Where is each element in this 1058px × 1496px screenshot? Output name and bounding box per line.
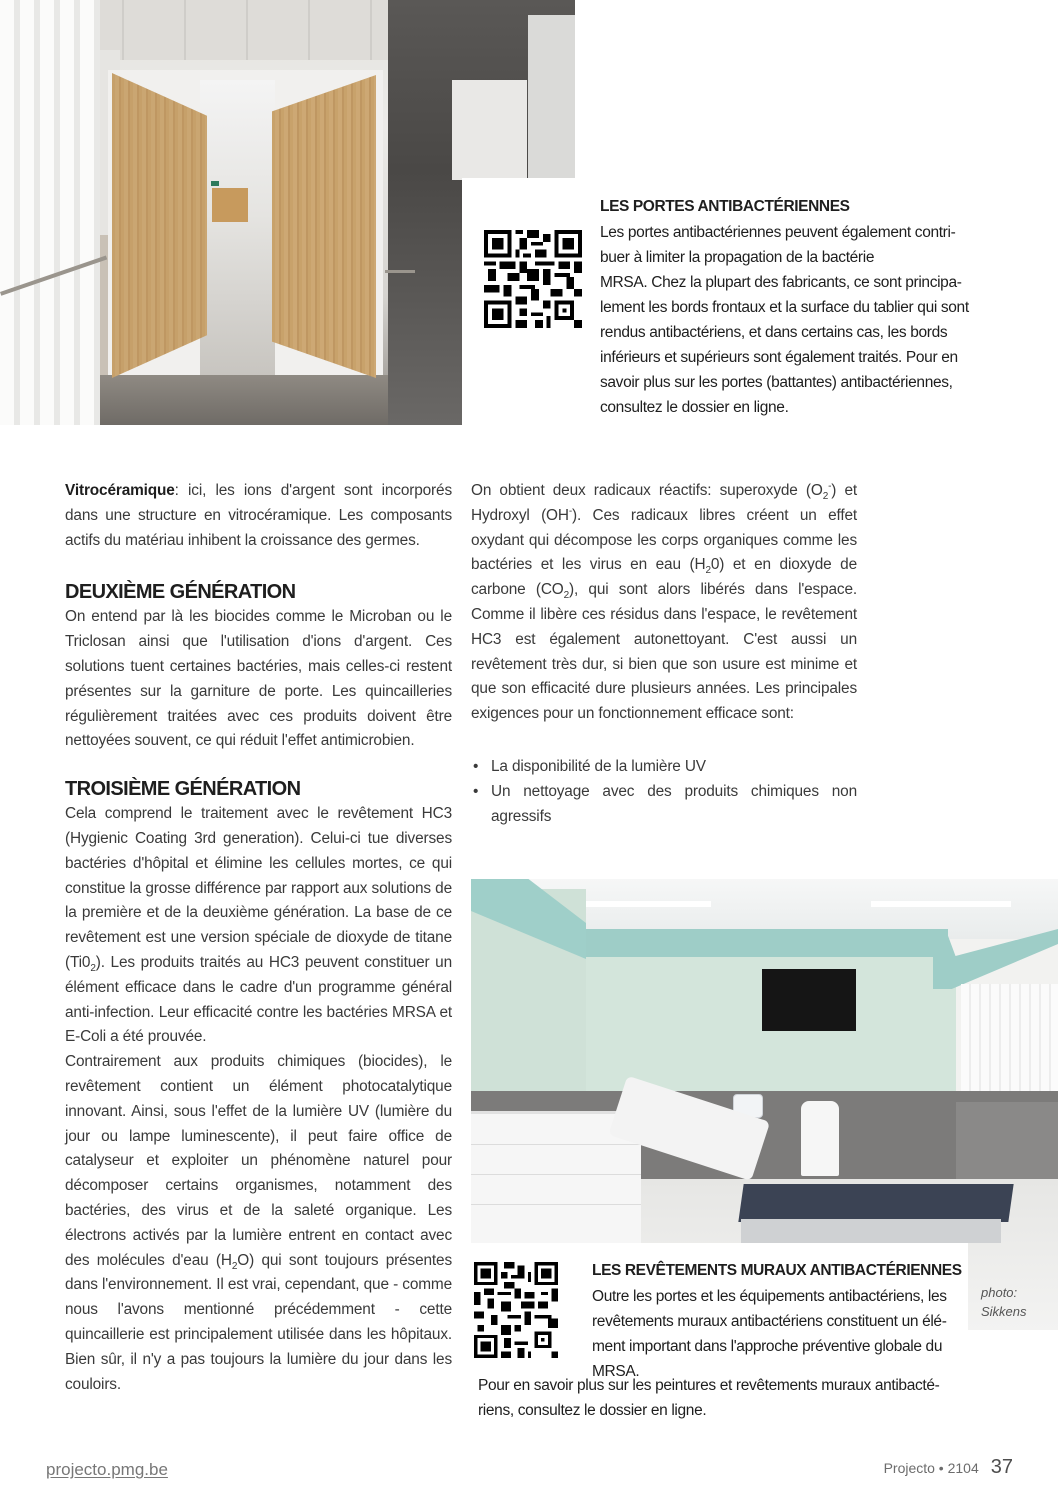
photo-operating-table xyxy=(738,1184,1013,1222)
list-item: • Un nettoyage avec des produits chimiques non agressifs xyxy=(471,780,857,830)
photo-drawer-line xyxy=(471,1144,641,1145)
photo-table-frame xyxy=(741,1219,1001,1243)
website-link[interactable]: projecto.pmg.be xyxy=(46,1460,168,1479)
photo-ceiling-light xyxy=(571,901,711,907)
box-line: Les portes antibactériennes peuvent également contri- xyxy=(600,224,956,241)
photo-tv-screen xyxy=(762,969,856,1031)
photo-door-left xyxy=(112,73,207,378)
paragraph-hc3: Cela comprend le traitement avec le revêtement HC3 (Hygienic Coating 3rd generation). Celui-ci tue diverses bactéries d'hôpital et élimine les cellules mortes, ce qui constitue la grosse différence par rapport aux solutions de la première et de la deuxième génération. La base de ce revêtement est une version spéciale de dioxyde de titane $(Ti0_2)$. Les produits traités au HC3 peuvent constituer un élément efficace dans le cadre d'un programme général anti-infection. Leur efficacité contre les bactéries MRSA et E-Coli a été prouvée. xyxy=(65,805,452,1046)
box-line: revêtements muraux antibactériens constituent un élé- xyxy=(592,1313,947,1330)
article-column-middle xyxy=(471,479,857,829)
photo-door-right xyxy=(272,75,376,378)
qr-code-icon[interactable] xyxy=(484,230,582,328)
qr-code-icon[interactable] xyxy=(474,1262,558,1358)
page-number: 37 xyxy=(990,1456,1013,1478)
photo-teal-band xyxy=(586,929,948,957)
heading-deuxieme-generation: DEUXIÈME GÉNÉRATION xyxy=(65,581,296,604)
box-line: MRSA. xyxy=(592,1363,640,1380)
photo-chair xyxy=(801,1101,839,1176)
page-footer xyxy=(884,1456,1013,1479)
requirements-list xyxy=(471,755,857,829)
article-column-left xyxy=(65,479,452,1397)
photo-drawer-line xyxy=(471,1204,641,1205)
intro-paragraph: Vitrocéramique: ici, les ions d'argent sont incorporés dans une structure en vitrocéramique. Les composants actifs du matériau inhibent la croissance des germes. xyxy=(65,482,452,549)
photo-column xyxy=(528,15,575,180)
box-title: LES REVÊTEMENTS MURAUX ANTIBACTÉRIENNES xyxy=(592,1262,962,1279)
box-line: savoir plus sur les portes (battantes) antibactériennes, xyxy=(600,374,953,391)
photo-ceiling-light xyxy=(871,901,1011,907)
photo-grey-wall xyxy=(956,1102,1058,1189)
photo-curtain xyxy=(0,0,100,425)
info-box-antibacterial-doors xyxy=(462,178,1058,428)
photo-opening xyxy=(452,80,527,180)
photo-floor xyxy=(60,375,420,425)
paragraph-radicals: On obtient deux radicaux réactifs: superoxyde $(O_2^-)$ et Hydroxyl (OH-). Ces radicaux libres créent un effet oxydant qui décompose les corps organiques comme les bactéries et les virus en eau $(H_20)$ et en dioxyde de carbone $(CO_2)$, qui sont alors libérés dans l'espace. Comme il libère ces résidus dans l'espace, le revêtement HC3 est également autonettoyant. C'est aussi un revêtement très dur, si bien que son usure est minime et que son efficacité dure plusieurs années. Les principales exigences pour un fonctionnement efficace sont: xyxy=(471,480,857,723)
box-line: rendus antibactériens, et dans certains cas, les bords xyxy=(600,324,948,341)
box-body xyxy=(600,220,1000,420)
photo-end-door xyxy=(212,188,248,222)
heading-troisieme-generation: TROISIÈME GÉNÉRATION xyxy=(65,778,301,801)
photo-exit-sign xyxy=(211,181,219,186)
box-line: buer à limiter la propagation de la bactérie xyxy=(600,249,875,266)
box-line: Outre les portes et les équipements antibactériens, les xyxy=(592,1288,947,1305)
magazine-issue: Projecto • 2104 xyxy=(883,1460,979,1476)
box-line: MRSA. Chez la plupart des fabricants, ce sont principa- xyxy=(600,274,962,291)
photo-drawer-line xyxy=(471,1174,641,1175)
box-line: ment important dans l'approche préventive globale du xyxy=(592,1338,943,1355)
box-title: LES PORTES ANTIBACTÉRIENNES xyxy=(600,198,850,215)
box-line: lement les bords frontaux et la surface du tablier qui sont xyxy=(600,299,969,316)
box-line: Pour en savoir plus sur les peintures et revêtements muraux antibacté- xyxy=(478,1377,940,1394)
qr-code-icon xyxy=(474,1262,558,1358)
photo-corridor xyxy=(200,80,275,380)
term-vitroceramique: Vitrocéramique xyxy=(65,482,175,499)
qr-code-icon xyxy=(484,230,582,328)
photo-credit: photo: Sikkens xyxy=(981,1285,1027,1319)
paragraph-photocatalytic: Contrairement aux produits chimiques (biocides), le revêtement contient un élément photocatalytique innovant. Ainsi, sous l'effet de la lumière UV (lumière du jour ou lampe luminescente), il peut faire office de catalyseur et exploiter un phénomène naturel pour décomposer certains organismes, notamment des bactéries, des virus et de la saleté organique. Les électrons activés par la lumière entrent en contact avec des molécules d'eau $(H_2O)$ qui sont toujours présentes dans l'environnement. Il est vrai, cependant, que - comme nous l'avons mentionné précédemment - cette quincaillerie est principalement utilisée dans les hôpitaux. Bien sûr, il n'y a pas toujours la lumière du jour dans les couloirs. xyxy=(65,1053,452,1393)
photo-handrail xyxy=(385,270,415,273)
box-line: inférieurs et supérieurs sont également traités. Pour en xyxy=(600,349,958,366)
paragraph-deuxieme-generation: On entend par là les biocides comme le Microban ou le Triclosan ainsi que l'utilisation d'ions d'argent. Ces solutions tuent certaines bactéries, mais celles-ci restent présentes sur la garniture de porte. Les quincailleries régulièrement traitées avec ces produits doivent être nettoyées souvent, ce qui réduit l'effet antimicrobien. xyxy=(65,608,452,750)
info-box-antibacterial-walls xyxy=(462,1243,968,1443)
box-line: riens, consultez le dossier en ligne. xyxy=(478,1402,707,1419)
box-line: consultez le dossier en ligne. xyxy=(600,399,789,416)
photo-window-blinds xyxy=(961,984,1058,1102)
box-more-info xyxy=(478,1373,968,1423)
box-body xyxy=(592,1284,962,1384)
list-item: • La disponibilité de la lumière UV xyxy=(471,755,857,780)
